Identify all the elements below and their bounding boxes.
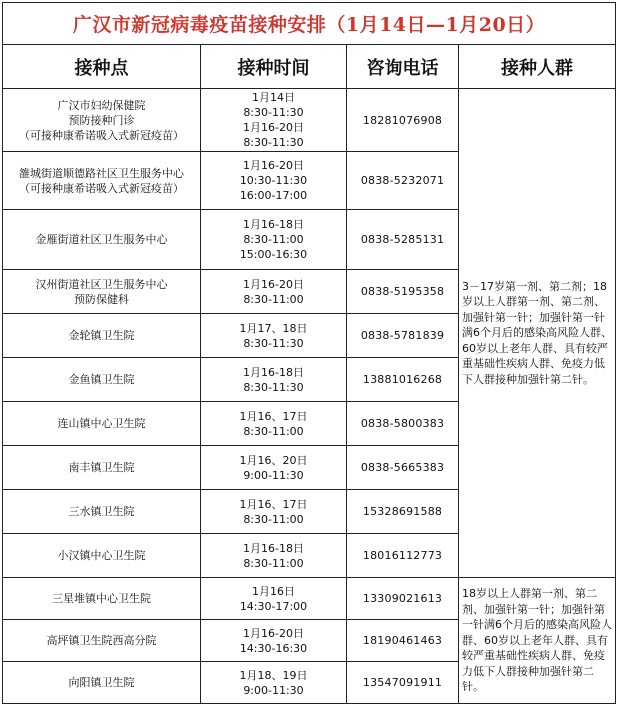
site-line: 金鱼镇卫生院 bbox=[68, 373, 135, 386]
time-cell bbox=[201, 534, 347, 578]
time-cell bbox=[201, 152, 347, 210]
time-line: 14:30-16:30 bbox=[239, 641, 308, 655]
eligible-group-cell: 3－17岁第一剂、第二剂；18岁以上人群第一剂、第二剂、加强针第一针；加强针第一针满6个月后的感染高风险人群、60岁以上老年人群、具有较严重基础性疾病人群、免疫力低下人群接种加强针第二针。 bbox=[459, 89, 616, 578]
time-cell bbox=[201, 402, 347, 446]
phone-cell: 0838-5232071 bbox=[347, 152, 459, 210]
time-line: 16:00-17:00 bbox=[239, 189, 308, 202]
time-line: 8:30-11:00 bbox=[243, 233, 304, 246]
site-cell bbox=[3, 578, 201, 620]
site-line: 金雁街道社区卫生服务中心 bbox=[35, 233, 168, 246]
time-cell bbox=[201, 210, 347, 270]
site-cell bbox=[3, 620, 201, 662]
header-row bbox=[3, 45, 616, 89]
site-line: 预防保健科 bbox=[74, 292, 129, 306]
site-cell bbox=[3, 314, 201, 358]
page-title: 广汉市新冠病毒疫苗接种安排（1月14日—1月20日） bbox=[3, 3, 616, 45]
time-cell bbox=[201, 358, 347, 402]
phone-cell: 0838-5800383 bbox=[347, 402, 459, 446]
time-line: 8:30-11:00 bbox=[243, 512, 304, 526]
site-line: （可接种康希诺吸入式新冠疫苗） bbox=[19, 128, 184, 142]
time-line: 1月16-18日 bbox=[243, 218, 304, 231]
site-cell bbox=[3, 210, 201, 270]
phone-cell: 18016112773 bbox=[347, 534, 459, 578]
time-line: 8:30-11:30 bbox=[243, 336, 304, 350]
phone-cell: 0838-5781839 bbox=[347, 314, 459, 358]
site-cell bbox=[3, 662, 201, 704]
time-line: 15:00-16:30 bbox=[239, 248, 308, 261]
site-line: 小汉镇中心卫生院 bbox=[57, 549, 146, 562]
time-line: 8:30-11:30 bbox=[243, 136, 304, 149]
phone-cell: 13309021613 bbox=[347, 578, 459, 620]
phone-cell: 18190461463 bbox=[347, 620, 459, 662]
time-line: 8:30-11:30 bbox=[243, 380, 304, 394]
site-cell bbox=[3, 89, 201, 152]
site-cell bbox=[3, 152, 201, 210]
site-line: 三水镇卫生院 bbox=[68, 505, 135, 518]
time-cell bbox=[201, 89, 347, 152]
time-line: 1月17、18日 bbox=[239, 321, 308, 335]
site-line: 汉州街道社区卫生服务中心 bbox=[35, 277, 168, 291]
site-line: 三星堆镇中心卫生院 bbox=[52, 592, 151, 605]
time-line: 1月14日 bbox=[252, 91, 295, 104]
phone-cell: 13547091911 bbox=[347, 662, 459, 704]
time-line: 8:30-11:00 bbox=[243, 424, 304, 438]
header-phone: 咨询电话 bbox=[347, 45, 459, 89]
time-line: 1月16-18日 bbox=[243, 541, 304, 555]
phone-cell: 0838-5195358 bbox=[347, 270, 459, 314]
site-line: 金轮镇卫生院 bbox=[68, 329, 135, 342]
time-line: 1月16日 bbox=[252, 584, 295, 598]
time-line: 1月16-20日 bbox=[243, 626, 304, 640]
site-cell bbox=[3, 490, 201, 534]
time-cell bbox=[201, 314, 347, 358]
site-line: 雒城街道顺德路社区卫生服务中心 bbox=[19, 166, 184, 180]
site-line: 连山镇中心卫生院 bbox=[57, 417, 146, 430]
table-row bbox=[3, 578, 616, 620]
site-cell bbox=[3, 534, 201, 578]
header-group: 接种人群 bbox=[459, 45, 616, 89]
schedule-table bbox=[2, 2, 616, 704]
time-cell bbox=[201, 446, 347, 490]
site-line: 南丰镇卫生院 bbox=[68, 461, 135, 474]
time-cell bbox=[201, 662, 347, 704]
site-line: 预防接种门诊 bbox=[68, 113, 135, 127]
time-line: 1月16、17日 bbox=[239, 409, 308, 423]
site-cell bbox=[3, 270, 201, 314]
time-cell bbox=[201, 490, 347, 534]
header-site: 接种点 bbox=[3, 45, 201, 89]
site-line: 高坪镇卫生院西高分院 bbox=[46, 634, 157, 647]
time-line: 1月16-20日 bbox=[243, 159, 304, 172]
site-cell bbox=[3, 446, 201, 490]
time-line: 1月16-18日 bbox=[243, 365, 304, 379]
header-time: 接种时间 bbox=[201, 45, 347, 89]
time-cell bbox=[201, 270, 347, 314]
table-row bbox=[3, 89, 616, 152]
time-line: 1月16-20日 bbox=[243, 121, 304, 134]
schedule-rows bbox=[3, 89, 616, 704]
phone-cell: 0838-5665383 bbox=[347, 446, 459, 490]
time-line: 8:30-11:00 bbox=[243, 292, 304, 306]
time-line: 8:30-11:00 bbox=[243, 556, 304, 570]
site-line: （可接种康希诺吸入式新冠疫苗） bbox=[19, 181, 184, 195]
time-cell bbox=[201, 578, 347, 620]
phone-cell: 18281076908 bbox=[347, 89, 459, 152]
time-cell bbox=[201, 620, 347, 662]
time-line: 9:00-11:30 bbox=[243, 468, 304, 482]
time-line: 1月16-20日 bbox=[243, 277, 304, 291]
phone-cell: 13881016268 bbox=[347, 358, 459, 402]
site-line: 向阳镇卫生院 bbox=[68, 676, 135, 689]
time-line: 8:30-11:30 bbox=[243, 106, 304, 119]
time-line: 1月18、19日 bbox=[239, 668, 308, 682]
eligible-group-cell: 18岁以上人群第一剂、第二剂、加强针第一针；加强针第一针满6个月后的感染高风险人群、60岁以上老年人群、具有较严重基础性疾病人群、免疫力低下人群接种加强针第二针。 bbox=[459, 578, 616, 704]
site-cell bbox=[3, 402, 201, 446]
time-line: 10:30-11:30 bbox=[239, 174, 308, 187]
phone-cell: 0838-5285131 bbox=[347, 210, 459, 270]
site-cell bbox=[3, 358, 201, 402]
time-line: 1月16、20日 bbox=[239, 453, 308, 467]
time-line: 1月16、17日 bbox=[239, 497, 308, 511]
time-line: 9:00-11:30 bbox=[243, 683, 304, 697]
phone-cell: 15328691588 bbox=[347, 490, 459, 534]
site-line: 广汉市妇幼保健院 bbox=[57, 98, 146, 112]
time-line: 14:30-17:00 bbox=[239, 599, 308, 613]
